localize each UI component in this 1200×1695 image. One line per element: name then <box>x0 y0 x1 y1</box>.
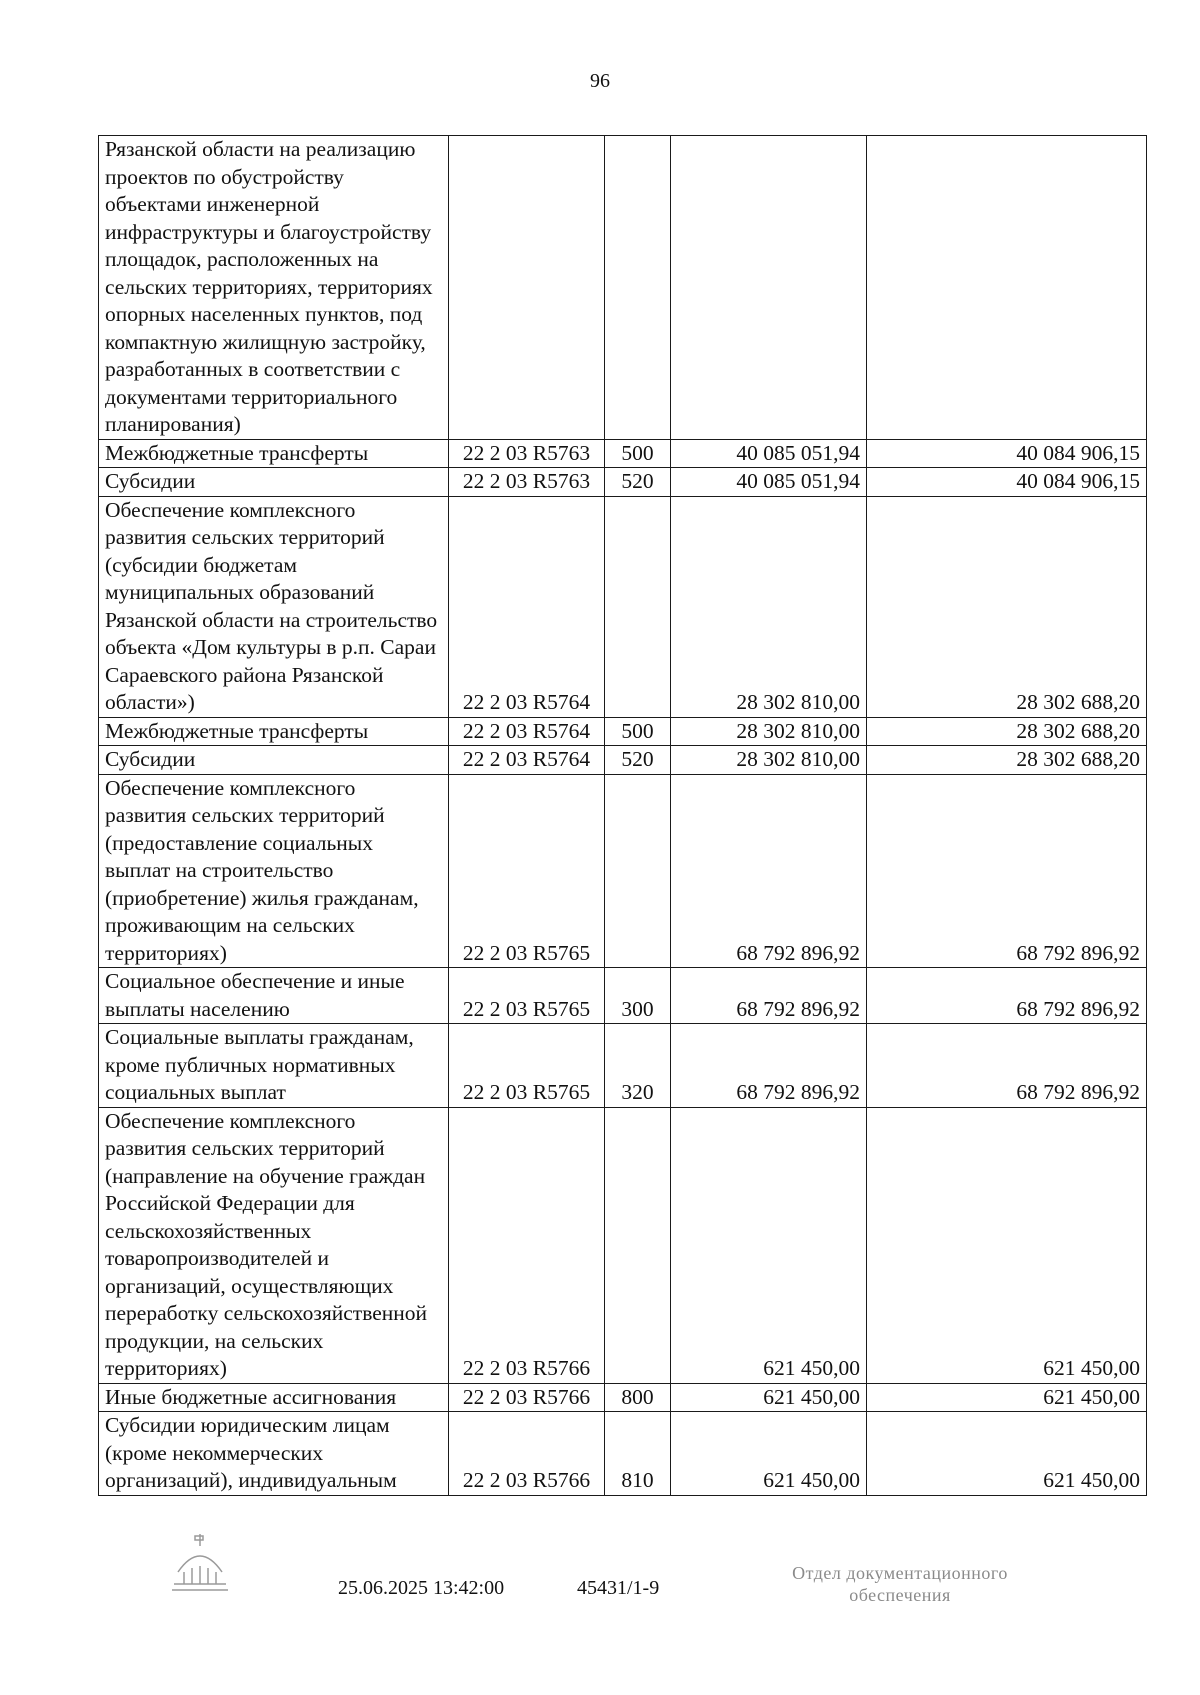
row-code: 22 2 03 R5765 <box>449 774 605 968</box>
row-sum-executed: 28 302 688,20 <box>867 717 1147 746</box>
row-code: 22 2 03 R5766 <box>449 1383 605 1412</box>
row-code: 22 2 03 R5765 <box>449 1024 605 1108</box>
row-sum-approved: 68 792 896,92 <box>671 774 867 968</box>
row-sum-executed: 28 302 688,20 <box>867 746 1147 775</box>
row-sum-executed: 621 450,00 <box>867 1107 1147 1383</box>
row-name: Социальное обеспечение и иные выплаты населению <box>99 968 449 1024</box>
row-sum-approved: 621 450,00 <box>671 1383 867 1412</box>
row-sum-executed: 68 792 896,92 <box>867 968 1147 1024</box>
page-number: 96 <box>590 70 610 92</box>
row-name: Обеспечение комплексного развития сельских территорий (предоставление социальных выплат на строительство (приобретение) жилья гражданам, проживающим на сельских территориях) <box>99 774 449 968</box>
row-type <box>605 496 671 717</box>
row-name: Субсидии <box>99 746 449 775</box>
row-type <box>605 136 671 440</box>
row-sum-executed: 28 302 688,20 <box>867 496 1147 717</box>
table-row <box>99 1024 1147 1108</box>
row-type: 800 <box>605 1383 671 1412</box>
row-sum-approved: 621 450,00 <box>671 1412 867 1496</box>
row-sum-executed: 40 084 906,15 <box>867 439 1147 468</box>
row-sum-approved: 40 085 051,94 <box>671 439 867 468</box>
table-row <box>99 136 1147 440</box>
row-type: 500 <box>605 717 671 746</box>
row-type <box>605 1107 671 1383</box>
row-sum-approved: 621 450,00 <box>671 1107 867 1383</box>
table-row <box>99 1107 1147 1383</box>
stamp-line-1: Отдел документационного <box>792 1563 1008 1583</box>
table-row <box>99 468 1147 497</box>
budget-table <box>98 135 1147 1496</box>
table-row <box>99 1412 1147 1496</box>
row-sum-executed: 68 792 896,92 <box>867 1024 1147 1108</box>
row-type: 300 <box>605 968 671 1024</box>
row-sum-approved: 28 302 810,00 <box>671 496 867 717</box>
row-type: 500 <box>605 439 671 468</box>
footer-datetime: 25.06.2025 13:42:00 <box>338 1577 505 1599</box>
row-name: Социальные выплаты гражданам, кроме публичных нормативных социальных выплат <box>99 1024 449 1108</box>
row-code: 22 2 03 R5764 <box>449 746 605 775</box>
row-code: 22 2 03 R5763 <box>449 439 605 468</box>
row-name: Иные бюджетные ассигнования <box>99 1383 449 1412</box>
row-type: 520 <box>605 468 671 497</box>
row-sum-approved: 68 792 896,92 <box>671 968 867 1024</box>
table-row <box>99 774 1147 968</box>
row-type: 520 <box>605 746 671 775</box>
row-sum-executed: 621 450,00 <box>867 1412 1147 1496</box>
stamp-line-2: обеспечения <box>849 1585 951 1605</box>
footer-doc-number: 45431/1-9 <box>577 1577 660 1599</box>
table-row <box>99 717 1147 746</box>
row-code: 22 2 03 R5766 <box>449 1107 605 1383</box>
row-sum-executed: 40 084 906,15 <box>867 468 1147 497</box>
row-name: Субсидии юридическим лицам (кроме некоммерческих организаций), индивидуальным <box>99 1412 449 1496</box>
row-type <box>605 774 671 968</box>
row-type: 320 <box>605 1024 671 1108</box>
table-row <box>99 439 1147 468</box>
table-row <box>99 1383 1147 1412</box>
row-sum-approved: 68 792 896,92 <box>671 1024 867 1108</box>
row-name: Обеспечение комплексного развития сельских территорий (направление на обучение граждан Российской Федерации для сельскохозяйственных товаропроизводителей и организаций, осуществляющих переработку сельскохозяйственной продукции, на сельских территориях) <box>99 1107 449 1383</box>
row-name: Рязанской области на реализацию проектов по обустройству объектами инженерной инфраструктуры и благоустройству площадок, расположенных на сельских территориях, территориях опорных населенных пунктов, под компактную жилищную застройку, разработанных в соответствии с документами территориального планирования) <box>99 136 449 440</box>
row-code <box>449 136 605 440</box>
row-sum-executed: 621 450,00 <box>867 1383 1147 1412</box>
duma-building-logo-icon <box>168 1530 232 1598</box>
row-name: Межбюджетные трансферты <box>99 439 449 468</box>
row-name: Субсидии <box>99 468 449 497</box>
row-code: 22 2 03 R5764 <box>449 717 605 746</box>
row-code: 22 2 03 R5763 <box>449 468 605 497</box>
row-code: 22 2 03 R5765 <box>449 968 605 1024</box>
row-code: 22 2 03 R5764 <box>449 496 605 717</box>
row-sum-approved: 40 085 051,94 <box>671 468 867 497</box>
row-name: Обеспечение комплексного развития сельских территорий (субсидии бюджетам муниципальных образований Рязанской области на строительство объекта «Дом культуры в р.п. Сараи Сараевского района Рязанской области») <box>99 496 449 717</box>
table-row <box>99 496 1147 717</box>
row-sum-approved: 28 302 810,00 <box>671 717 867 746</box>
row-code: 22 2 03 R5766 <box>449 1412 605 1496</box>
department-stamp <box>740 1562 1060 1606</box>
row-name: Межбюджетные трансферты <box>99 717 449 746</box>
row-sum-approved: 28 302 810,00 <box>671 746 867 775</box>
row-sum-executed: 68 792 896,92 <box>867 774 1147 968</box>
table-row <box>99 746 1147 775</box>
row-sum-approved <box>671 136 867 440</box>
table-row <box>99 968 1147 1024</box>
row-sum-executed <box>867 136 1147 440</box>
row-type: 810 <box>605 1412 671 1496</box>
